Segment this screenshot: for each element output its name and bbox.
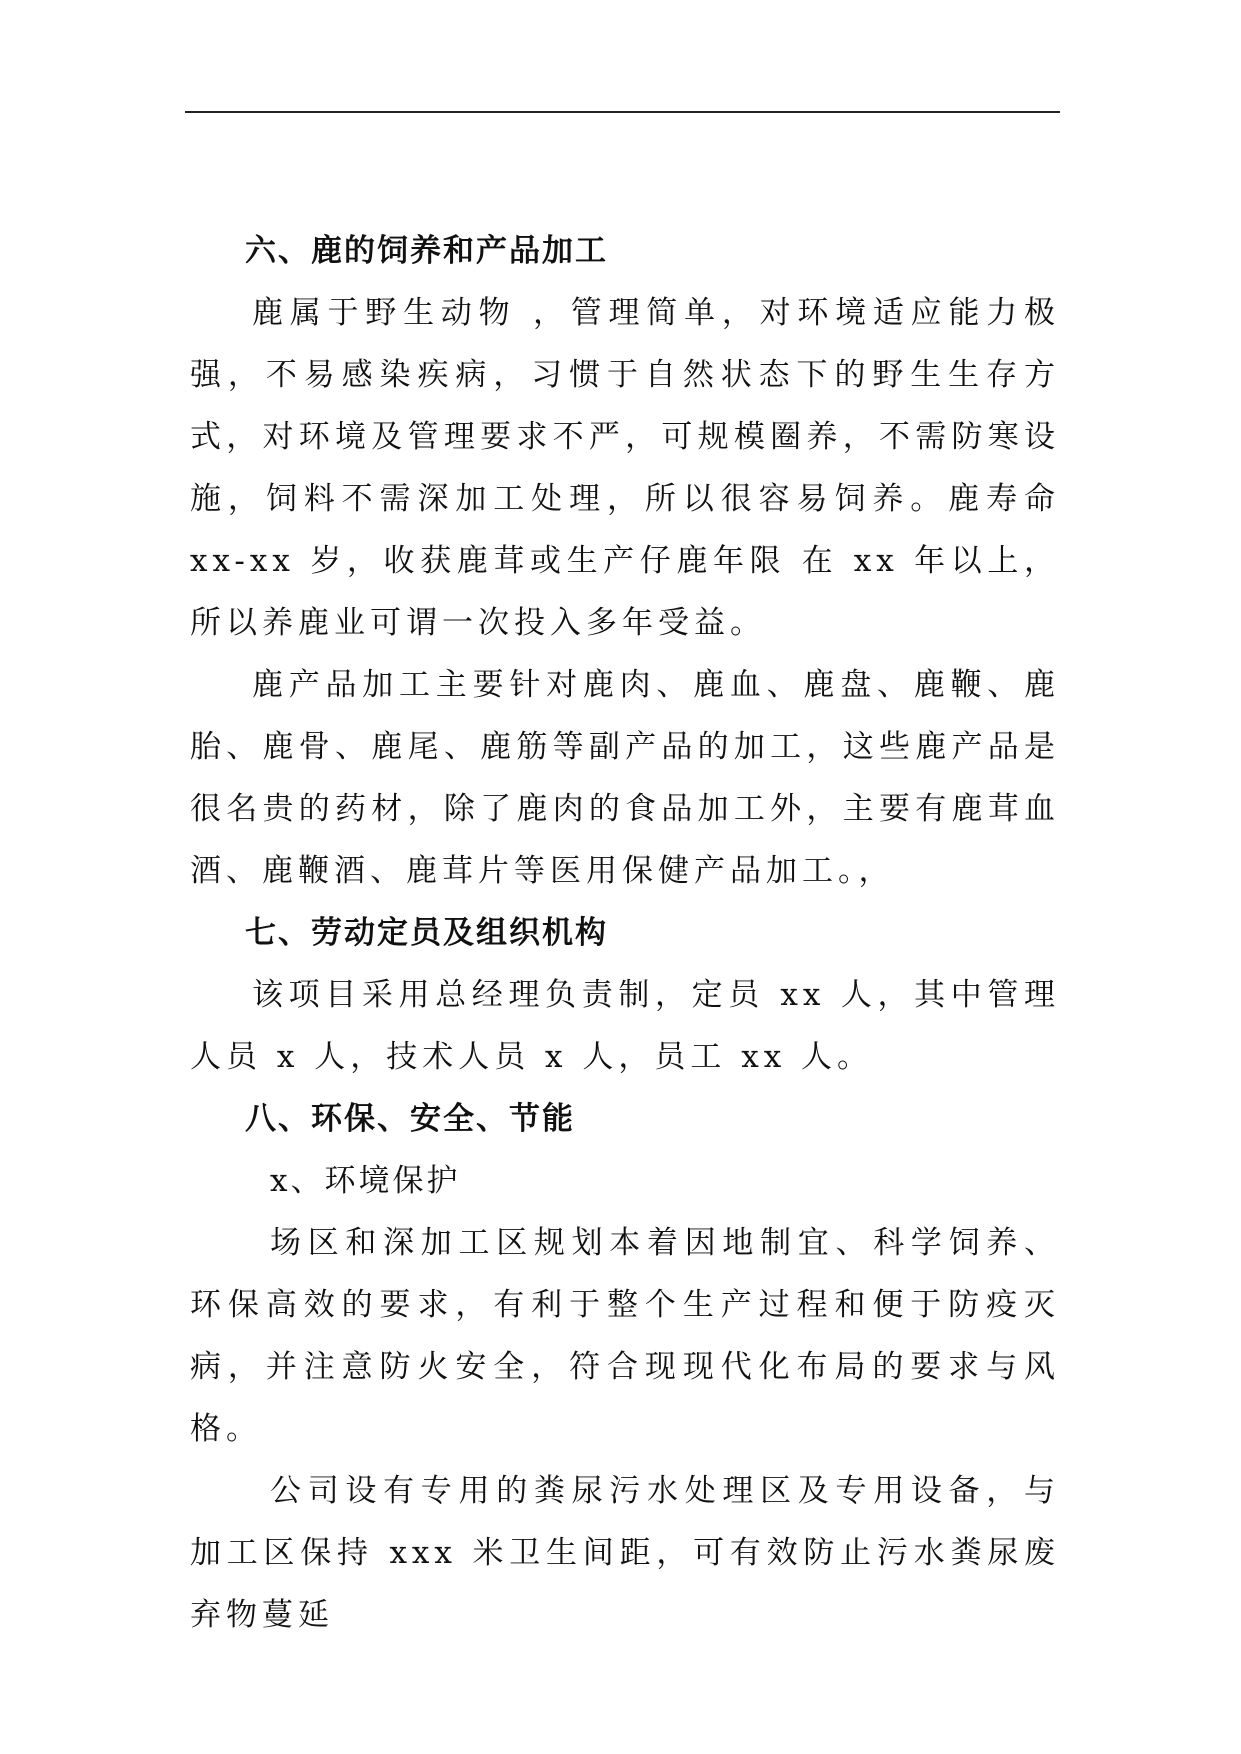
section-8-heading: 八、环保、安全、节能 xyxy=(245,1101,575,1137)
section-6-paragraph-2: 鹿产品加工主要针对鹿肉、鹿血、鹿盘、鹿鞭、鹿胎、鹿骨、鹿尾、鹿筋等副产品的加工，这些鹿产品是很名贵的药材，除了鹿肉的食品加工外，主要有鹿茸血酒、鹿鞭酒、鹿茸片等医用保健产品加工。， xyxy=(190,667,1060,889)
section-6-paragraph-1: 鹿属于野生动物 ，管理简单，对环境适应能力极强，不易感染疾病，习惯于自然状态下的野生生存方式，对环境及管理要求不严，可规模圈养，不需防寒设施，饲料不需深加工处理，所以很容易饲养。鹿寿命 xx-xx 岁，收获鹿茸或生产仔鹿年限 在 xx 年以上，所以养鹿业可谓一次投入多年受益。 xyxy=(190,295,1060,641)
section-8-subheading: x、环境保护 xyxy=(270,1163,461,1199)
section-7-heading: 七、劳动定员及组织机构 xyxy=(245,915,608,951)
section-7-paragraph-1: 该项目采用总经理负责制，定员 xx 人，其中管理人员 x 人，技术人员 x 人，员工 xx 人。 xyxy=(190,977,1060,1075)
section-6-heading: 六、鹿的饲养和产品加工 xyxy=(245,233,608,269)
section-8-paragraph-2: 公司设有专用的粪尿污水处理区及专用设备，与加工区保持 xxx 米卫生间距，可有效防止污水粪尿废弃物蔓延 xyxy=(190,1473,1060,1633)
document-body xyxy=(190,220,1060,1646)
section-8-paragraph-1: 场区和深加工区规划本着因地制宜、科学饲养、环保高效的要求，有利于整个生产过程和便于防疫灭病，并注意防火安全，符合现现代化布局的要求与风格。 xyxy=(190,1225,1060,1447)
header-rule xyxy=(185,111,1060,113)
